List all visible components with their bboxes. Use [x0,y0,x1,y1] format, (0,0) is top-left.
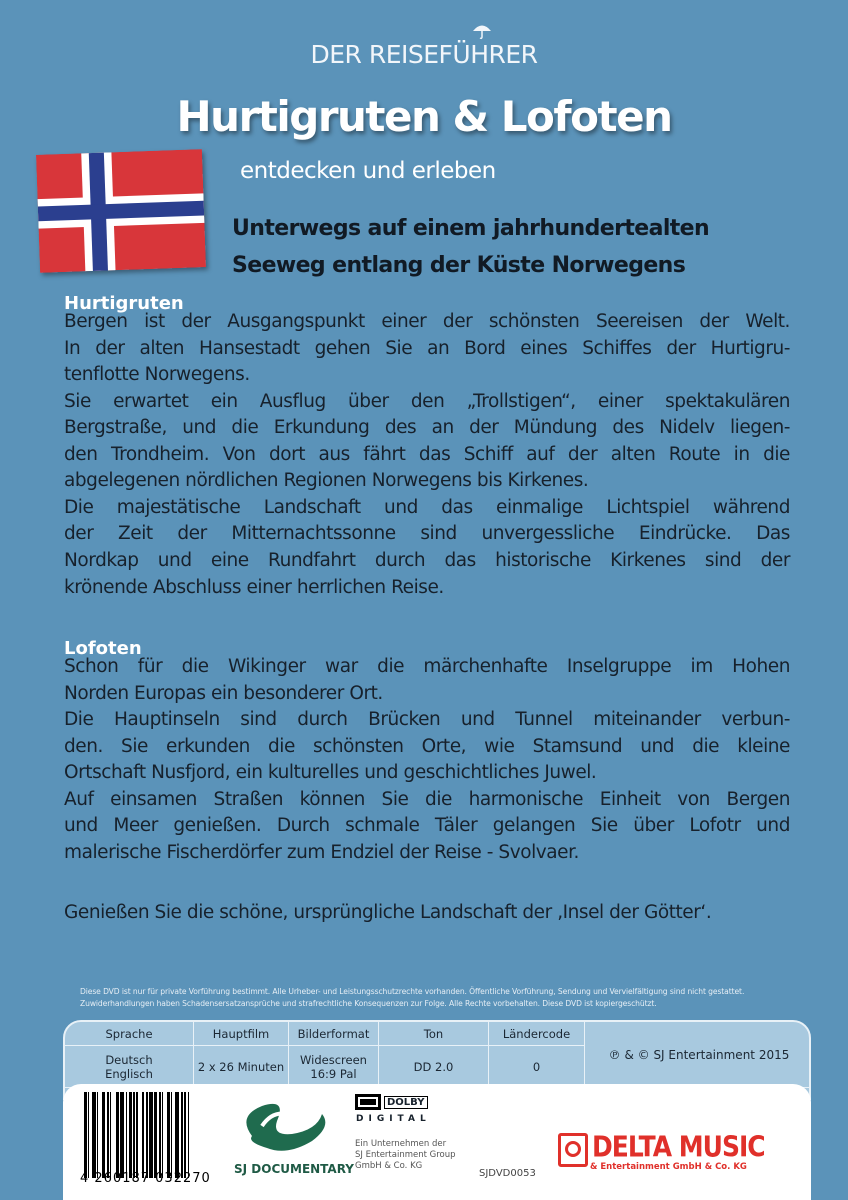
body-line: der Zeit der Mitternachtssonne sind unvergessliche Eindrücke. Das [64,523,790,545]
spec-value: 2 x 26 Minuten [194,1046,289,1088]
page-title: Hurtigruten & Lofoten [176,92,672,141]
dolby-dd-icon [355,1094,381,1110]
company-line: SJ Entertainment Group [355,1150,456,1160]
norway-flag [36,149,206,273]
spec-header: Hauptfilm [194,1022,289,1046]
spec-header: Bilderformat [289,1022,379,1046]
closing-line: Genießen Sie die schöne, ursprüngliche Landschaft der ‚Insel der Götter‘. [64,902,712,923]
umbrella-icon [472,22,492,40]
catalog-number: SJDVD0053 [479,1168,536,1179]
tagline-line: Seeweg entlang der Küste Norwegens [232,253,686,278]
tagline-line: Unterwegs auf einem jahrhundertealten [232,216,710,241]
spec-header: Ton [379,1022,489,1046]
dolby-digital: DIGITAL [356,1114,431,1124]
spec-value: Deutsch Englisch [65,1046,194,1088]
body-line: und Meer genießen. Durch schmale Täler gelangen Sie über Lofotr und [64,815,790,837]
body-line: abgelegenen nördlichen Regionen Norwegens bis Kirkenes. [64,470,589,492]
spec-header: Ländercode [489,1022,585,1046]
body-line: Nordkap und eine Rundfahrt durch das historische Kirkenes sind der [64,549,790,571]
delta-logo-icon [558,1133,588,1167]
body-line: malerische Fischerdörfer zum Endziel der Reise - Svolvaer. [64,841,579,863]
sj-label: SJ DOCUMENTARY [234,1162,354,1176]
spec-value: Widescreen 16:9 Pal [289,1046,379,1088]
dolby-logo [355,1094,428,1110]
series-brand: DER REISEFÜHRER [310,40,538,69]
delta-subtitle: & Entertainment GmbH & Co. KG [590,1162,747,1172]
body-line: Sie erwartet ein Ausflug über den „Trollstigen“, einer spektakulären [64,390,790,412]
delta-music-logo: DELTA MUSIC [592,1130,765,1164]
body-line: tenflotte Norwegens. [64,364,250,386]
company-info [355,1139,456,1172]
company-line: GmbH & Co. KG [355,1161,423,1171]
body-line: Ortschaft Nusfjord, ein kulturelles und geschichtliches Juwel. [64,762,597,784]
dolby-text: DOLBY [384,1096,428,1109]
section-heading: Hurtigruten [64,293,184,314]
body-line: Schon für die Wikinger war die märchenhafte Inselgruppe im Hohen [64,656,790,677]
body-line: krönende Abschluss einer herrlichen Reise. [64,576,444,598]
body-line: Die majestätische Landschaft und das einmalige Lichtspiel während [64,496,790,518]
body-line: Bergen ist der Ausgangspunkt einer der schönsten Seereisen der Welt. [64,311,790,332]
spec-value: 0 [489,1046,585,1088]
section-heading: Lofoten [64,638,142,659]
company-line: Ein Unternehmen der [355,1139,447,1149]
copyright: ℗ & © SJ Entertainment 2015 [585,1022,811,1088]
body-line: Bergstraße, und die Erkundung des an der Mündung des Nidelv liegen- [64,417,790,439]
body-line: den. Sie erkunden die schönsten Orte, wie Stamsund und die kleine [64,735,790,757]
sj-logo [232,1096,340,1158]
spec-header: Sprache [65,1022,194,1046]
subtitle: entdecken und erleben [240,158,496,184]
body-line: Die Hauptinseln sind durch Brücken und Tunnel miteinander verbun- [64,709,790,731]
ean-number: 4 260187 032270 [80,1171,211,1186]
spec-value: DD 2.0 [379,1046,489,1088]
barcode [84,1092,216,1178]
body-line: In der alten Hansestadt gehen Sie an Bord eines Schiffes der Hurtigru- [64,337,790,359]
body-line: Auf einsamen Straßen können Sie die harmonische Einheit von Bergen [64,788,790,810]
body-line: Norden Europas ein besonderer Ort. [64,682,383,704]
legal-notice: Diese DVD ist nur für private Vorführung bestimmt. Alle Urheber- und Leistungsschutzrechte vorhanden. Öffentliche Vorführung, Sendung und Vervielfältigung sind nicht gestattet. Zuwiderhandlungen haben Schadensersatzansprüche und strafrechtliche Konsequenzen zur Folge. Alle Rechte vorbehalten. Diese DVD ist kopiergeschützt. [80,987,745,1008]
body-line: den Trondheim. Von dort aus fährt das Schiff auf der alten Route in die [64,443,790,465]
